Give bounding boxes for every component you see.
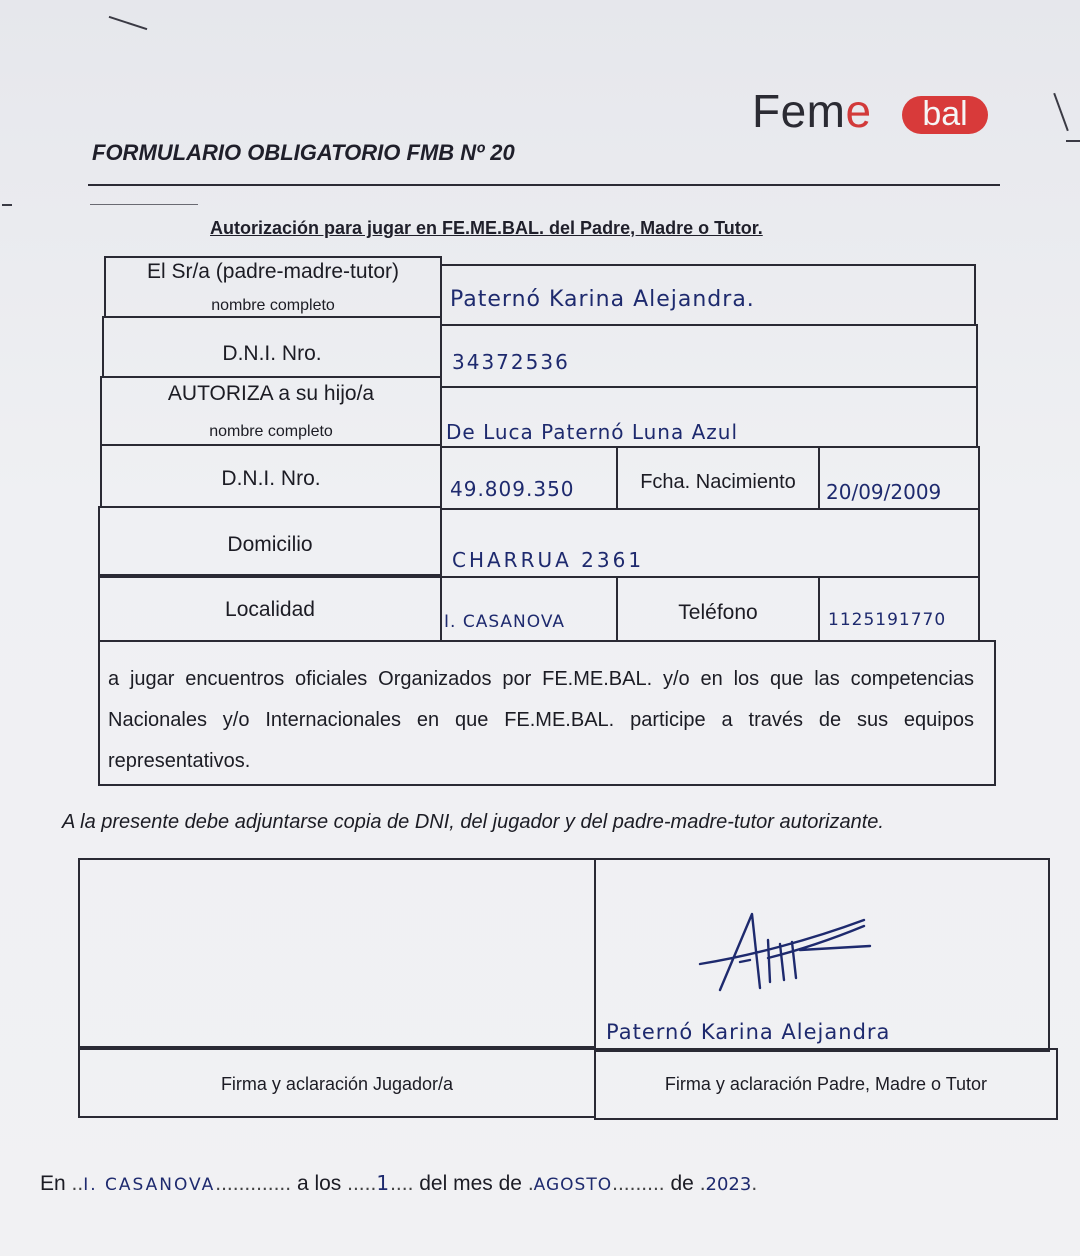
child-sublabel: nombre completo bbox=[209, 423, 333, 440]
address-value: CHARRUA 2361 bbox=[452, 548, 645, 572]
footer-place-date bbox=[40, 1171, 757, 1196]
birth-label: Fcha. Nacimiento bbox=[640, 471, 796, 493]
locality-label: Localidad bbox=[225, 598, 315, 621]
margin-mark bbox=[2, 204, 12, 206]
phone-value: 1125191770 bbox=[828, 610, 947, 630]
player-signature-cell bbox=[78, 858, 596, 1050]
form-subtitle: Autorización para jugar en FE.ME.BAL. del Padre, Madre o Tutor. bbox=[210, 218, 763, 238]
margin-mark bbox=[1053, 93, 1069, 131]
phone-cell bbox=[818, 576, 980, 642]
tutor-dni-label: D.N.I. Nro. bbox=[222, 342, 322, 365]
footer-day-value: .....1.... bbox=[347, 1171, 414, 1195]
margin-mark bbox=[1066, 140, 1080, 142]
child-dni-value: 49.809.350 bbox=[450, 477, 575, 501]
pen-mark bbox=[109, 16, 148, 30]
tutor-name-value: Paternó Karina Alejandra. bbox=[450, 287, 755, 312]
parent-clarification: Paternó Karina Alejandra bbox=[606, 1020, 891, 1044]
tutor-sublabel: nombre completo bbox=[211, 297, 335, 314]
child-name-value: De Luca Paternó Luna Azul bbox=[446, 420, 739, 444]
child-dni-label: D.N.I. Nro. bbox=[221, 467, 321, 490]
address-label: Domicilio bbox=[227, 533, 313, 556]
tutor-dni-value: 34372536 bbox=[452, 350, 570, 374]
locality-cell bbox=[440, 576, 618, 642]
footer-year-value: .2023. bbox=[699, 1172, 758, 1195]
form-title: FORMULARIO OBLIGATORIO FMB Nº 20 bbox=[92, 140, 515, 165]
footer-place-value: ..I. CASANOVA............. bbox=[71, 1172, 292, 1195]
footer-en-label: En bbox=[40, 1172, 66, 1195]
phone-label: Teléfono bbox=[678, 601, 758, 624]
tutor-label: El Sr/a (padre-madre-tutor) bbox=[146, 260, 400, 283]
footer-month-value: .AGOSTO......... bbox=[527, 1172, 665, 1195]
parent-signature-label: Firma y aclaración Padre, Madre o Tutor bbox=[664, 1074, 988, 1094]
authorization-paragraph: a jugar encuentros oficiales Organizados por FE.ME.BAL. y/o en los que las competencias Nacionales y/o Internacionales en que FE.ME.BAL. participe a través de sus equipos representativos. bbox=[108, 668, 974, 772]
footer-alos-label: a los bbox=[296, 1172, 342, 1195]
parent-signature bbox=[680, 900, 880, 1010]
divider-short bbox=[90, 204, 198, 205]
divider bbox=[88, 184, 1000, 186]
child-label: AUTORIZA a su hijo/a bbox=[167, 382, 375, 405]
footer-mes-label: del mes de bbox=[419, 1172, 522, 1195]
attachment-note: A la presente debe adjuntarse copia de DNI, del jugador y del padre-madre-tutor autorizante. bbox=[62, 811, 884, 833]
locality-value: I. CASANOVA bbox=[444, 612, 566, 632]
birth-date-value: 20/09/2009 bbox=[826, 480, 942, 504]
footer-de-label: de bbox=[670, 1172, 694, 1195]
player-signature-label: Firma y aclaración Jugador/a bbox=[220, 1074, 454, 1094]
logo-text: Feme bbox=[752, 85, 872, 137]
logo-pill: bal bbox=[902, 96, 988, 134]
